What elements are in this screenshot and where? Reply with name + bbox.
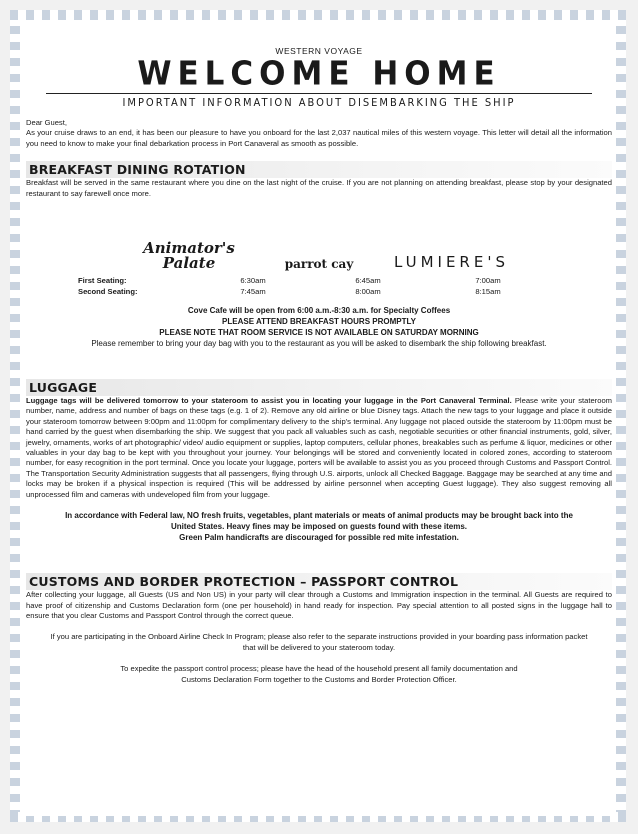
parrot-cay-logo: parrot cay bbox=[284, 257, 354, 272]
seating-time: 7:00am bbox=[475, 276, 501, 286]
restaurant-logos bbox=[26, 229, 612, 271]
seating-time: 8:15am bbox=[475, 287, 501, 297]
second-seating-label: Second Seating: bbox=[78, 287, 138, 297]
federal-law-notice: In accordance with Federal law, NO fresh fruits, vegetables, plant materials or meats of animal products may be brought back into the United States. Heavy fines may be imposed on guests found with these items. bbox=[65, 511, 573, 532]
breakfast-heading: BREAKFAST DINING ROTATION bbox=[26, 161, 612, 178]
day-bag-notice: Please remember to bring your day bag with you to the restaurant as you will be asked to disembark the ship following breakfast. bbox=[91, 339, 547, 349]
seating-time: 6:45am bbox=[355, 276, 381, 286]
cove-cafe-notice: Cove Cafe will be open from 6:00 a.m.-8:30 a.m. for Specialty Coffees bbox=[187, 306, 451, 316]
luggage-body: Please write your stateroom number, name, address and number of bags on these tags (e.g. 1 of 2). Remove any old airline or blue Disney tags. Attach the new tags to your luggage and place it outside your stateroom tomorrow between 9:00pm and 11:00pm for complimentary delivery to the ship's terminal. Any luggage not placed outside the stateroom by 11:00pm must be hand carried by the guest when disembarking the ship. We suggest that you pack all valuables such as cash, negotiable securities or other financial instruments, gold, silver, jewelry, ornaments, works of art photographic/ video/ audio equipment or supplies, laptop computers, cellular phones, breakables such as perfume & liquor, medicines or other valuables in your day bag to be kept with you throughout your journey. Your belongings will be stored and conveniently located in colored zones, according to stateroom number, for easy recognition in the port terminal. Once you locate your luggage, porters will be available to assist you as you proceed through Customs and Passport Control. The Transportation Security Administration suggests that all passengers, flying through U.S. airports, unlock all Checked Baggage. Baggage may be searched at any time and locks may be broken if a physical inspection is required (This will be addressed by airline personnel when accepting Guest luggage). They also suggest removing all unprocessed film and cameras with undeveloped film from your luggage. bbox=[26, 396, 612, 499]
document-page bbox=[26, 26, 612, 816]
customs-heading: CUSTOMS AND BORDER PROTECTION – PASSPORT CONTROL bbox=[26, 573, 612, 590]
page-title: WELCOME HOME bbox=[137, 55, 501, 93]
expedite-notice: To expedite the passport control process; please have the head of the household present all family documentation and Customs Declaration Form together to the Customs and Border Protection Officer. bbox=[120, 664, 518, 685]
seating-table bbox=[78, 275, 612, 297]
lumieres-logo: LUMIERE'S bbox=[394, 253, 509, 272]
luggage-heading: LUGGAGE bbox=[26, 379, 612, 396]
first-seating-label: First Seating: bbox=[78, 276, 127, 286]
attend-notice: PLEASE ATTEND BREAKFAST HOURS PROMPTLY bbox=[222, 317, 416, 327]
luggage-paragraph bbox=[26, 396, 612, 500]
animators-palate-logo: Animator's Palate bbox=[143, 239, 235, 273]
customs-paragraph: After collecting your luggage, all Guests (US and Non US) in your party will clear through a Customs and Immigration inspection in the terminal. All Guests are required to have proof of citizenship and Customs Declaration form (one per household) in hand ready for inspection. Pay special attention to all posted signs in the luggage hall to ensure that you clear Customs and Passport Control through the correct queue. bbox=[26, 590, 612, 620]
seating-time: 7:45am bbox=[240, 287, 266, 297]
seating-time: 6:30am bbox=[240, 276, 266, 286]
intro-paragraph: As your cruise draws to an end, it has been our pleasure to have you onboard for the last 2,037 nautical miles of this western voyage. This letter will detail all the information you need to know to make your final debarkation process in Port Canaveral as smooth as possible. bbox=[26, 128, 612, 148]
breakfast-paragraph: Breakfast will be served in the same restaurant where you dine on the last night of the cruise. If you are not planning on attending breakfast, please stop by your designated restaurant to say farewell once more. bbox=[26, 178, 612, 198]
palm-notice: Green Palm handicrafts are discouraged for possible red mite infestation. bbox=[179, 533, 459, 543]
seating-time: 8:00am bbox=[355, 287, 381, 297]
luggage-lead: Luggage tags will be delivered tomorrow to your stateroom to assist you in locating your luggage in the Port Canaveral Terminal. bbox=[26, 396, 512, 406]
voyage-kicker: WESTERN VOYAGE bbox=[275, 46, 363, 56]
airline-checkin-notice: If you are participating in the Onboard Airline Check In Program; please also refer to the separate instructions provided in your boarding pass information packet that will be delivered to your stateroom today. bbox=[50, 632, 588, 653]
room-service-notice: PLEASE NOTE THAT ROOM SERVICE IS NOT AVAILABLE ON SATURDAY MORNING bbox=[159, 328, 479, 338]
page-subtitle: IMPORTANT INFORMATION ABOUT DISEMBARKING THE SHIP bbox=[46, 93, 592, 109]
greeting: Dear Guest, bbox=[26, 118, 67, 127]
